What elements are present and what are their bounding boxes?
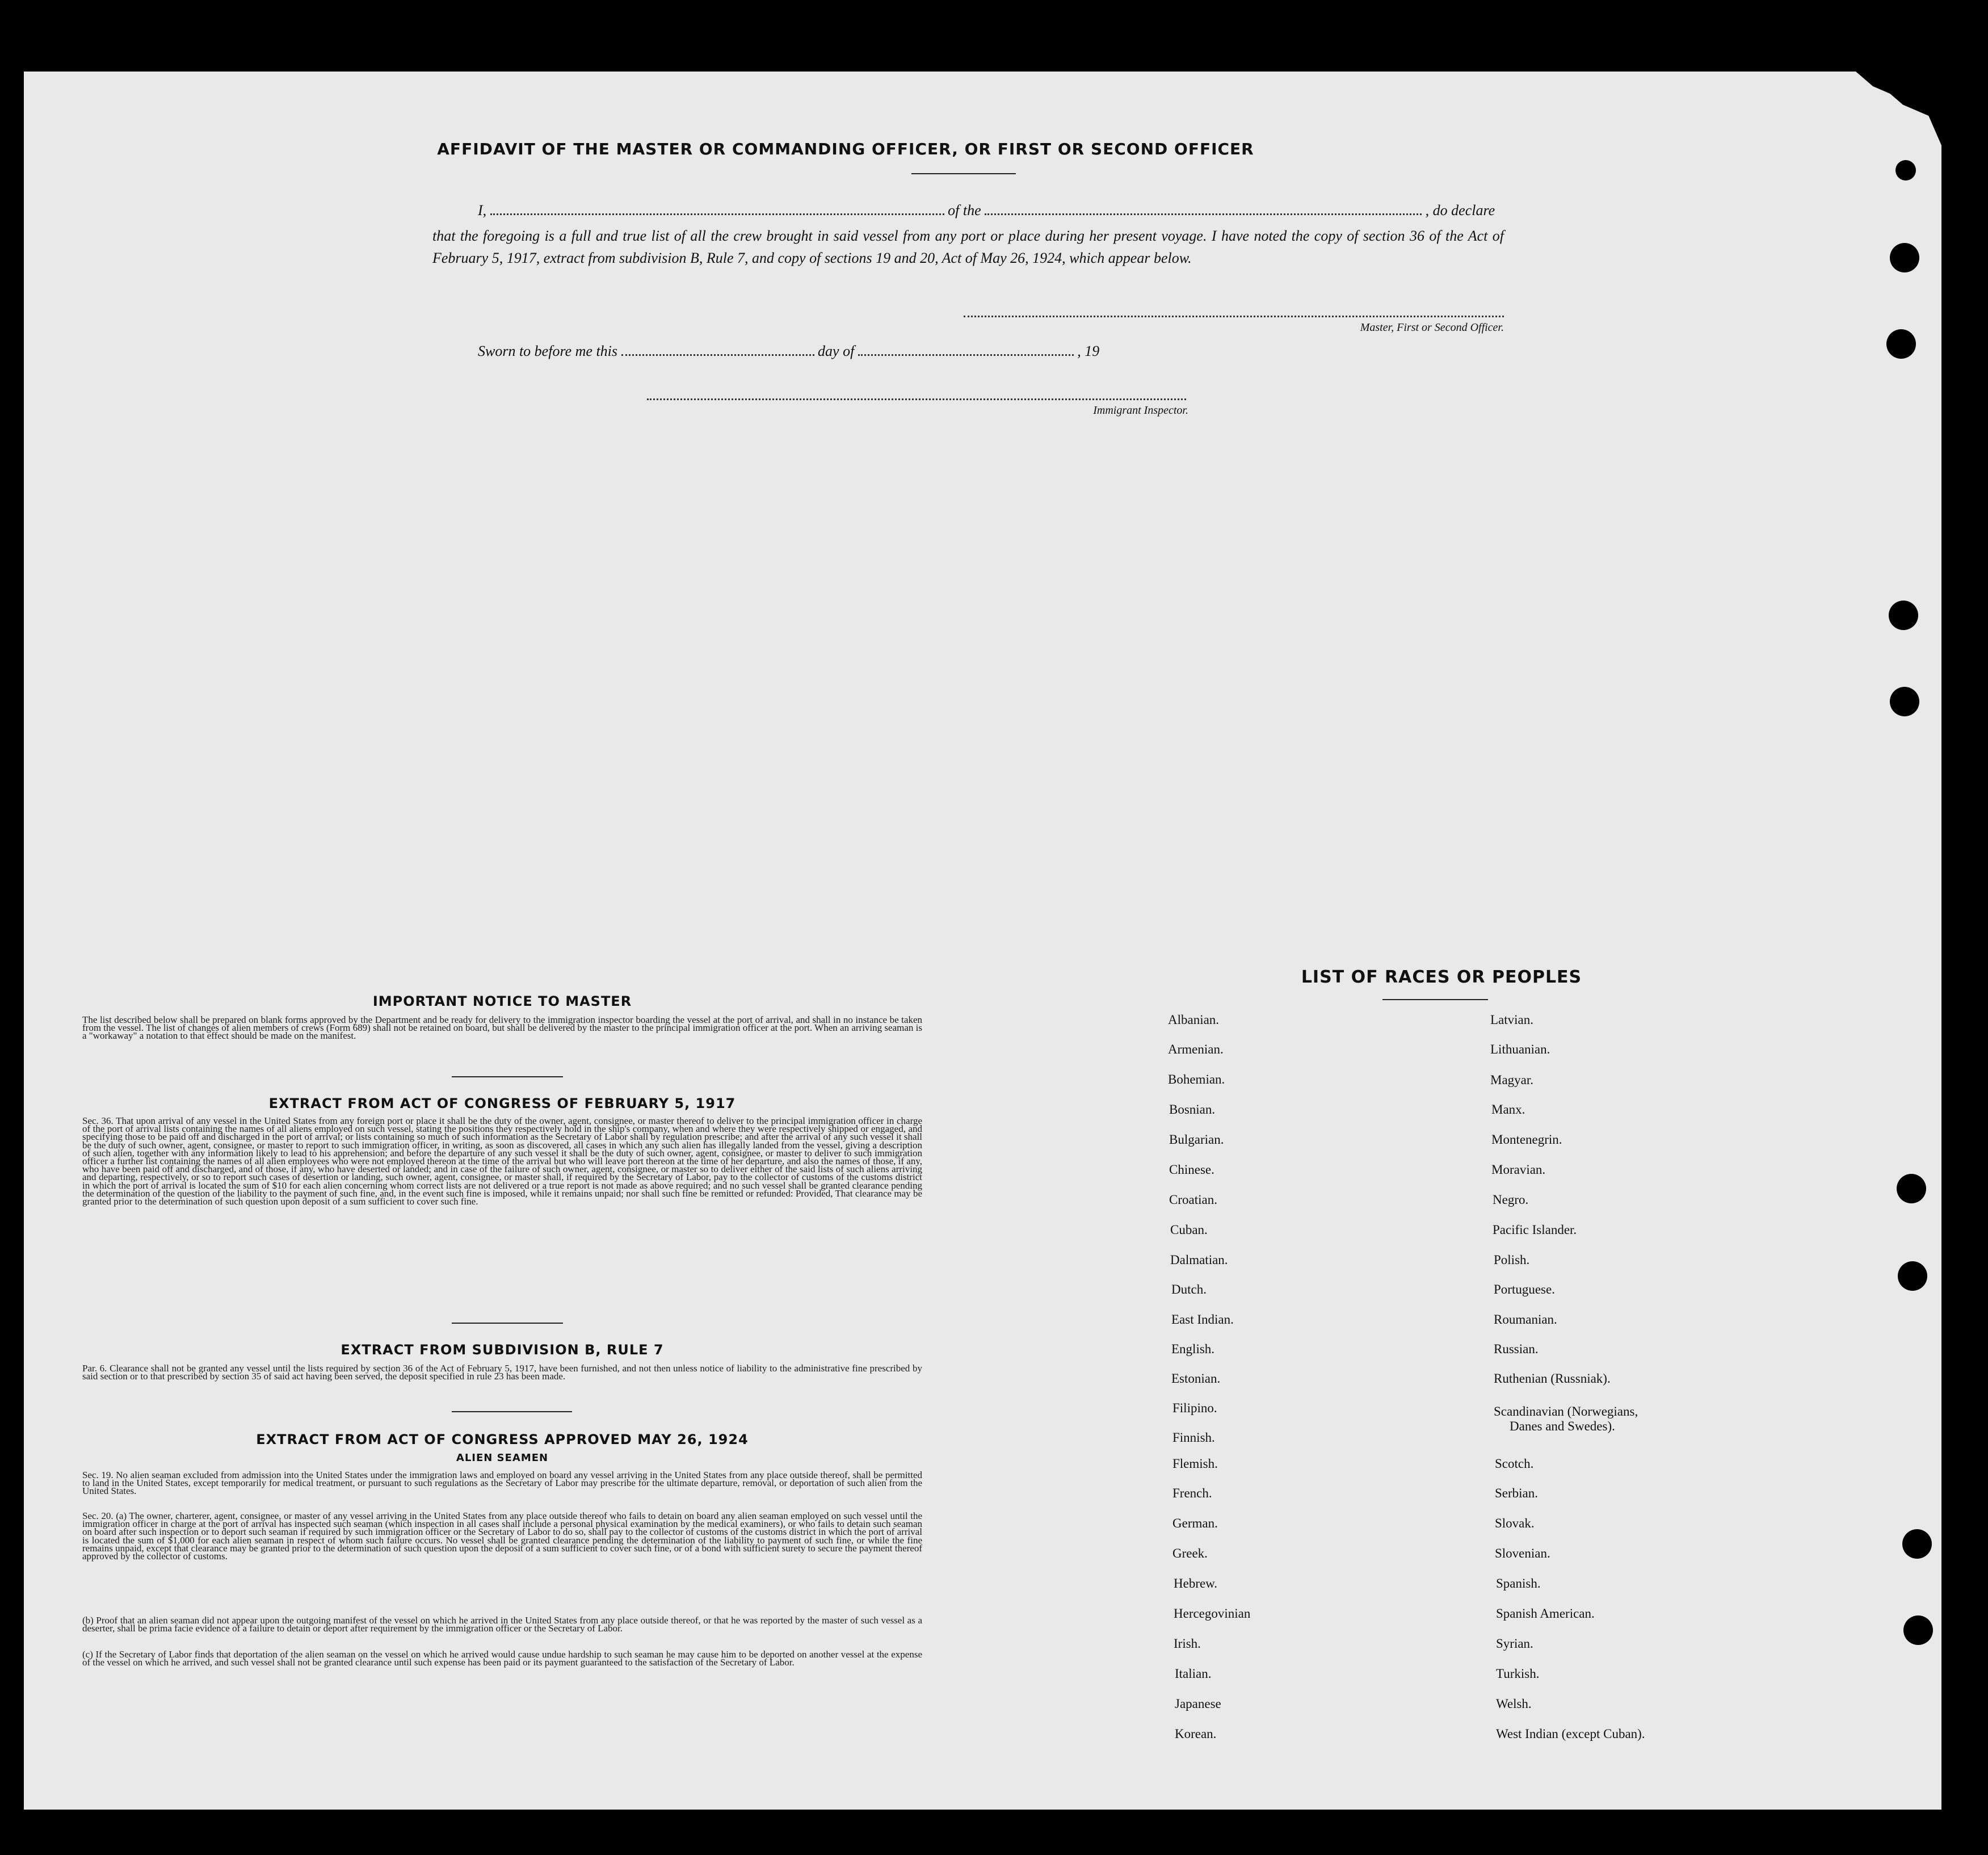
race-left: Armenian.: [1168, 1042, 1224, 1056]
year-label: , 19: [1077, 343, 1100, 359]
race-right: Serbian.: [1495, 1486, 1539, 1500]
punch-hole: [1898, 1261, 1927, 1291]
race-left: Japanese: [1175, 1697, 1221, 1711]
race-right: Danes and Swedes).: [1510, 1419, 1615, 1433]
title-rule: [911, 173, 1016, 174]
notice-title: IMPORTANT NOTICE TO MASTER: [372, 993, 632, 1009]
races-title: LIST OF RACES OR PEOPLES: [1301, 967, 1582, 987]
inspector-label: Immigrant Inspector.: [1093, 404, 1188, 417]
notice-text: The list described below shall be prepared on blank forms approved by the Department and be ready for delivery to the immigration inspector boarding the vessel at the port of arrival, and shall in no instance be taken from the vessel. The list of changes of alien members of crews (Form 689) shall not be retained on board, but shall be delivered by the master to the principal immigration officer at the port. When an arriving seaman is a "workaway" a notation to that effect should be made on the manifest.: [82, 1014, 922, 1042]
race-left: Finnish.: [1172, 1430, 1215, 1445]
race-right: Scandinavian (Norwegians,: [1494, 1404, 1638, 1418]
race-right: Ruthenian (Russniak).: [1494, 1371, 1611, 1386]
race-left: Dalmatian.: [1170, 1253, 1228, 1267]
day-of-label: day of: [818, 343, 855, 359]
sworn-line: [478, 343, 1099, 360]
race-right: Latvian.: [1490, 1013, 1533, 1027]
extract-1917-title: EXTRACT FROM ACT OF CONGRESS OF FEBRUARY 5, 1917: [268, 1096, 736, 1111]
vessel-field[interactable]: [985, 203, 1422, 215]
extract-rule7-title: EXTRACT FROM SUBDIVISION B, RULE 7: [341, 1342, 664, 1358]
affidavit-title: AFFIDAVIT OF THE MASTER OR COMMANDING OFFICER, OR FIRST OR SECOND OFFICER: [437, 140, 1254, 158]
extract-rule7-text: Par. 6. Clearance shall not be granted any vessel until the lists required by section 36 of the Act of February 5, 1917, have been furnished, and not then unless notice of liability to the administrative fine prescribed by said section or to that prescribed by section 35 of said act having been served, the deposit specified in rule 23 has been made.: [82, 1363, 922, 1382]
race-right: Welsh.: [1496, 1697, 1532, 1711]
race-left: Bosnian.: [1169, 1102, 1216, 1117]
races-title-rule: [1382, 999, 1488, 1000]
race-left: Hebrew.: [1174, 1576, 1218, 1590]
race-left: Hercegovinian: [1174, 1606, 1251, 1621]
name-field[interactable]: [490, 203, 944, 215]
punch-hole: [1897, 1174, 1926, 1203]
race-right: Portuguese.: [1494, 1282, 1555, 1296]
section-rule: [452, 1076, 563, 1077]
race-left: French.: [1172, 1486, 1212, 1500]
race-left: Bohemian.: [1168, 1072, 1225, 1086]
punch-hole: [1889, 601, 1918, 630]
race-right: Russian.: [1494, 1342, 1539, 1356]
sec20c-text: (c) If the Secretary of Labor finds that deportation of the alien seaman on the vessel on which he arrived would cause undue hardship to such seaman he may cause him to be deported on another vessel at the expense of the vessel on which he arrived, and such vessel shall not be granted clearance until such expense has been paid or its payment guaranteed to the satisfaction of the Secretary of Labor.: [82, 1649, 922, 1668]
race-right: Syrian.: [1496, 1636, 1533, 1651]
race-right: Polish.: [1494, 1253, 1530, 1267]
race-left: Flemish.: [1172, 1457, 1218, 1471]
race-right: Moravian.: [1491, 1162, 1546, 1177]
race-right: Turkish.: [1496, 1667, 1540, 1681]
race-right: Montenegrin.: [1491, 1132, 1562, 1147]
sec20a-text: Sec. 20. (a) The owner, charterer, agent, consignee, or master of any vessel arriving in the United States from any place outside thereof who fails to detain on board any alien seaman employed on such vessel until the immigration officer in charge at the port of arrival has inspected such seaman (which inspection in all cases shall include a personal physical examination by the medical examiners), or who fails to detain such seaman on board after such inspection or to deport such seaman if required by such immigration officer or the Secretary of Labor to do so, shall pay to the collector of customs of the customs district in which the port of arrival is located the sum of $1,000 for each alien seaman in respect of whom such failure occurs. No vessel shall be granted clearance pending the determination of the liability to payment of such fine, or while the fine remains unpaid, except that clearance may be granted prior to the determination of such question upon the deposit of a sum sufficient to cover such fine, or of a bond with sufficient surety to secure the payment thereof approved by the collector of customs.: [82, 1510, 922, 1562]
master-signature-label: Master, First or Second Officer.: [1360, 321, 1504, 334]
punch-hole: [1886, 329, 1916, 359]
punch-hole: [1890, 687, 1919, 716]
sec19-text: Sec. 19. No alien seaman excluded from admission into the United States under the immigration laws and employed on board any vessel arriving in the United States from any place outside thereof, shall be permitted to land in the United States, except temporarily for medical treatment, or pursuant to such regulations as the Secretary of Labor may prescribe for the ultimate departure, removal, or deportation of such alien from the United States.: [82, 1470, 922, 1497]
sec20b-text: (b) Proof that an alien seaman did not appear upon the outgoing manifest of the vessel on which he arrived in the United States from any place outside thereof, or that he was reported by the master of such vessel as a deserter, shall be prima facie evidence of a failure to detain or deport after requirement by the immigration officer or the Secretary of Labor.: [82, 1615, 922, 1634]
race-left: English.: [1171, 1342, 1215, 1356]
race-left: Korean.: [1175, 1727, 1217, 1741]
race-left: Greek.: [1172, 1546, 1208, 1560]
affidavit-body: that the foregoing is a full and true list of all the crew brought in said vessel from any port or place during her present voyage. I have noted the copy of section 36 of the Act of February 5, 1917, extract from subdivision B, Rule 7, and copy of sections 19 and 20, Act of May 26, 1924, which appear below.: [432, 228, 1504, 266]
race-left: Estonian.: [1171, 1371, 1221, 1386]
race-right: West Indian (except Cuban).: [1496, 1727, 1645, 1741]
master-signature-line[interactable]: [964, 316, 1504, 317]
section-rule: [452, 1411, 572, 1412]
punch-hole: [1890, 243, 1919, 272]
race-right: Manx.: [1491, 1102, 1525, 1117]
sworn-label: Sworn to before me this: [478, 343, 618, 359]
extract-1917-text: Sec. 36. That upon arrival of any vessel in the United States from any foreign port or place it shall be the duty of the owner, agent, consignee, or master thereof to deliver to the principal immigration officer in charge of the port of arrival lists containing the names of all aliens employed on such vessel, stating the positions they respectively hold in the ship's company, when and where they were respectively shipped or engaged, and specifying those to be paid off and discharged in the port of arrival; or lists containing so much of such information as the Secretary of Labor shall by regulation prescribe; and after the arrival of any such vessel it shall be the duty of such owner, agent, consignee, or master to report to such immigration officer, in writing, as soon as discovered, all cases in which any such alien has illegally landed from the vessel, giving a description of such alien, together with any information likely to lead to his apprehension; and before the departure of any such vessel it shall be the duty of such owner, agent, consignee, or master to deliver to such immigration officer a further list containing the names of all alien employees who were not employed thereon at the time of the arrival but who will leave port thereon at the time of her departure, and also the names of those, if any, who have been paid off and discharged, and of those, if any, who have deserted or landed; and in case of the failure of such owner, agent, consignee, or master so to deliver either of the said lists of such aliens arriving and departing, respectively, or so to report such cases of desertion or landing, such owner, agent, consignee, or master shall, if required by the Secretary of Labor, pay to the collector of customs of the customs district in which the port of arrival is located the sum of $10 for each alien concerning whom correct lists are not delivered or a true report is not made as above required; and no such vessel shall be granted clearance pending the determination of the question of the liability to the payment of such fine, and, in the event such fine is imposed, while it remains unpaid; nor shall such fine be remitted or refunded: Provided, That clearance may be granted prior to the determination of such question upon deposit of a sum sufficient to cover such fine.: [82, 1115, 922, 1207]
punch-hole: [1902, 1529, 1932, 1559]
race-right: Roumanian.: [1494, 1312, 1557, 1327]
race-left: Cuban.: [1170, 1223, 1208, 1237]
sworn-month-field[interactable]: [858, 344, 1074, 356]
race-right: Spanish American.: [1496, 1606, 1595, 1621]
declare-label: , do declare: [1425, 202, 1495, 219]
race-right: Lithuanian.: [1490, 1042, 1550, 1056]
race-left: Italian.: [1175, 1667, 1212, 1681]
race-left: Bulgarian.: [1169, 1132, 1224, 1147]
race-right: Slovak.: [1495, 1516, 1535, 1530]
race-right: Slovenian.: [1495, 1546, 1550, 1560]
race-right: Spanish.: [1496, 1576, 1541, 1590]
extract-1924-subtitle: ALIEN SEAMEN: [456, 1452, 549, 1464]
inspector-signature-line[interactable]: [647, 398, 1186, 400]
section-rule: [452, 1323, 563, 1324]
declaration-line: [478, 202, 1505, 219]
race-left: Albanian.: [1168, 1013, 1220, 1027]
sworn-day-field[interactable]: [621, 344, 814, 356]
punch-hole: [1895, 160, 1916, 181]
race-right: Magyar.: [1490, 1073, 1534, 1087]
extract-1924-title: EXTRACT FROM ACT OF CONGRESS APPROVED MAY 26, 1924: [256, 1432, 749, 1447]
race-left: Croatian.: [1169, 1193, 1217, 1207]
of-the-label: of the: [948, 202, 981, 219]
race-left: Filipino.: [1172, 1401, 1217, 1415]
race-left: Dutch.: [1171, 1282, 1207, 1296]
i-label: I,: [478, 202, 487, 219]
race-right: Negro.: [1493, 1193, 1529, 1207]
punch-hole: [1903, 1615, 1933, 1645]
race-left: German.: [1172, 1516, 1218, 1530]
race-right: Scotch.: [1495, 1457, 1534, 1471]
race-left: Chinese.: [1169, 1162, 1214, 1177]
race-left: Irish.: [1174, 1636, 1201, 1651]
race-right: Pacific Islander.: [1493, 1223, 1577, 1237]
race-left: East Indian.: [1171, 1312, 1234, 1327]
